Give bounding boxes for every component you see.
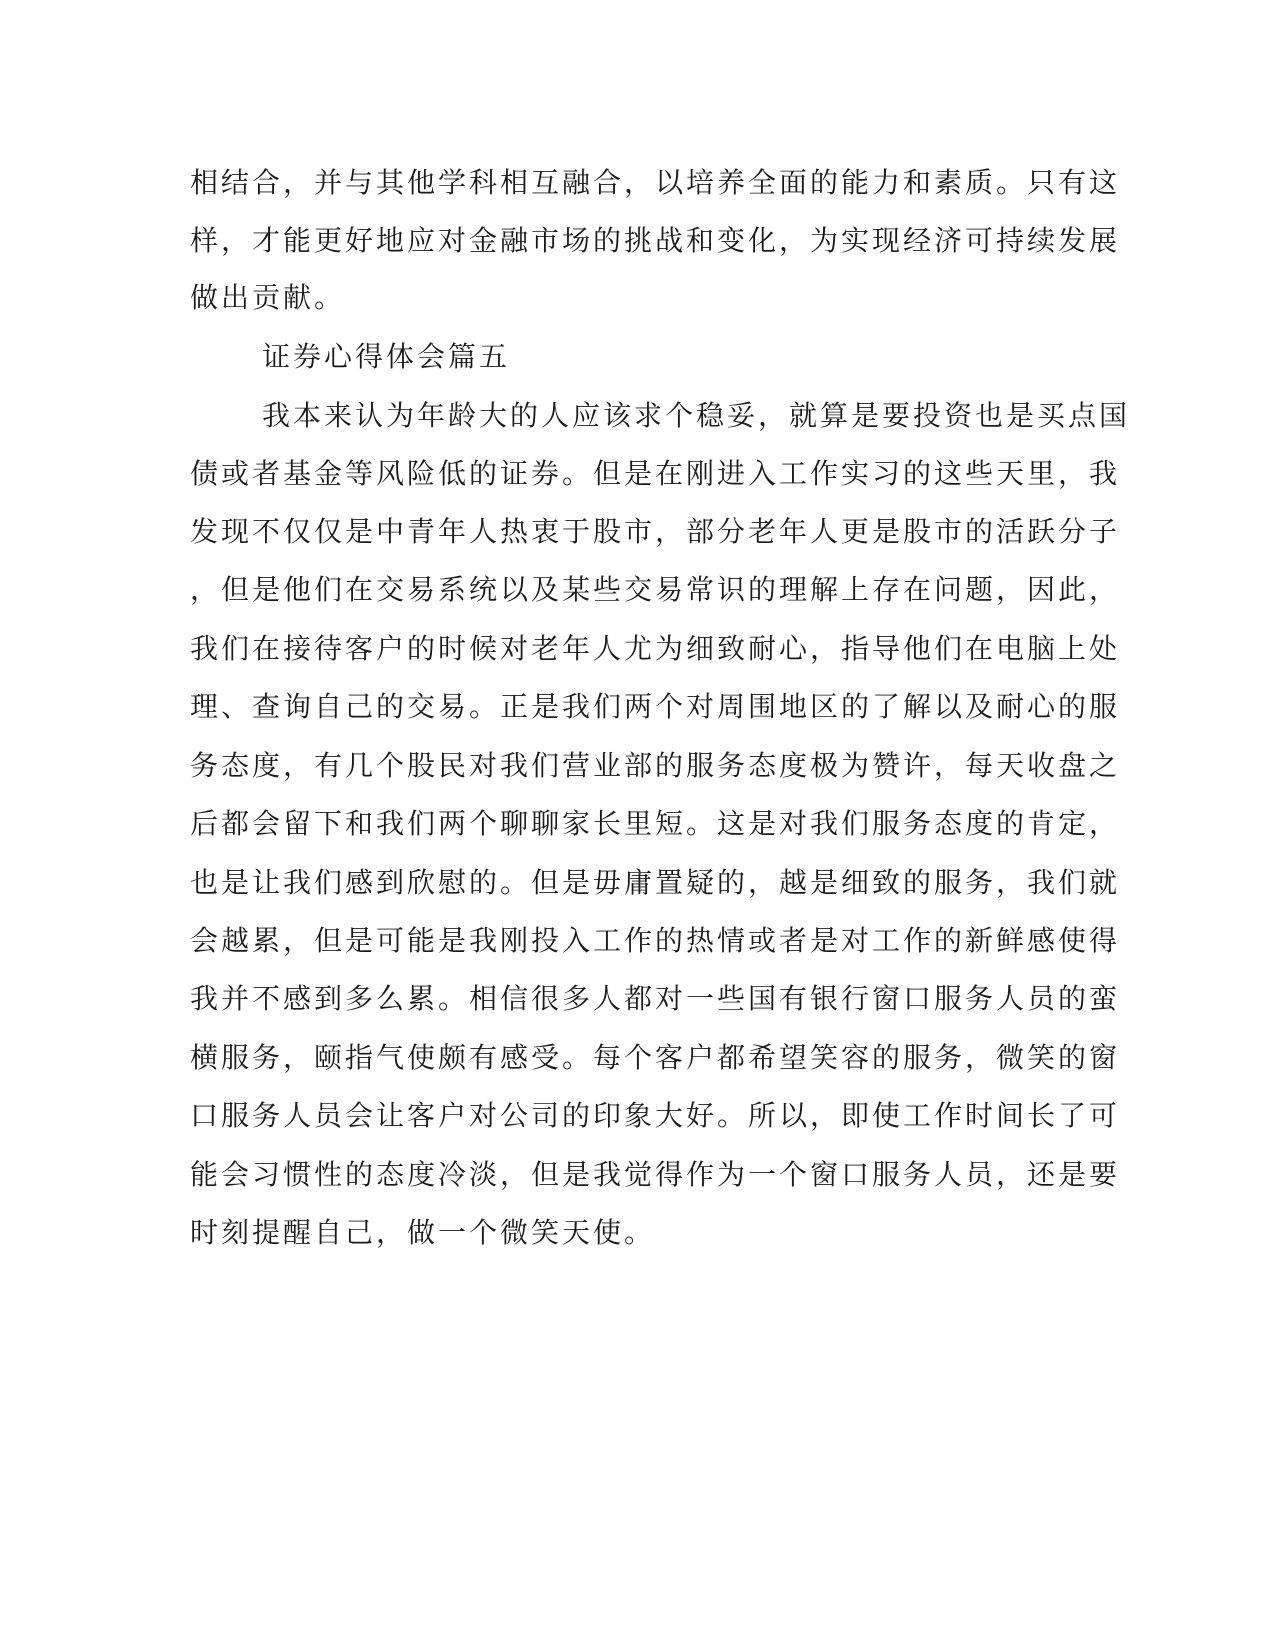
body-text-line: 理、查询自己的交易。正是我们两个对周围地区的了解以及耐心的服 xyxy=(190,690,1121,723)
body-text-line: 发现不仅仅是中青年人热衷于股市，部分老年人更是股市的活跃分子 xyxy=(190,515,1121,548)
body-text-line: 我们在接待客户的时候对老年人尤为细致耐心，指导他们在电脑上处 xyxy=(190,632,1121,665)
body-text-line: 务态度，有几个股民对我们营业部的服务态度极为赞许，每天收盘之 xyxy=(190,749,1121,782)
body-text-line: 做出贡献。 xyxy=(190,281,346,314)
body-text-line: 也是让我们感到欣慰的。但是毋庸置疑的，越是细致的服务，我们就 xyxy=(190,866,1121,899)
body-text-line: 横服务，颐指气使颇有感受。每个客户都希望笑容的服务，微笑的窗 xyxy=(190,1041,1121,1074)
body-text-line: 债或者基金等风险低的证券。但是在刚进入工作实习的这些天里，我 xyxy=(190,457,1121,490)
body-text-line: 能会习惯性的态度冷淡，但是我觉得作为一个窗口服务人员，还是要 xyxy=(190,1158,1121,1191)
body-text-line: 我本来认为年龄大的人应该求个稳妥，就算是要投资也是买点国 xyxy=(262,399,1131,432)
body-text-line: 我并不感到多么累。相信很多人都对一些国有银行窗口服务人员的蛮 xyxy=(190,982,1121,1015)
body-text-line: ，但是他们在交易系统以及某些交易常识的理解上存在问题，因此， xyxy=(190,573,1121,606)
body-text-line: 会越累，但是可能是我刚投入工作的热情或者是对工作的新鲜感使得 xyxy=(190,924,1121,957)
body-text-line: 相结合，并与其他学科相互融合，以培养全面的能力和素质。只有这 xyxy=(190,166,1121,199)
section-heading: 证券心得体会篇五 xyxy=(262,340,511,373)
body-text-line: 口服务人员会让客户对公司的印象大好。所以，即使工作时间长了可 xyxy=(190,1099,1121,1132)
body-text-line: 时刻提醒自己，做一个微笑天使。 xyxy=(190,1216,656,1249)
body-text-line: 后都会留下和我们两个聊聊家长里短。这是对我们服务态度的肯定， xyxy=(190,807,1121,840)
body-text-line: 样，才能更好地应对金融市场的挑战和变化，为实现经济可持续发展 xyxy=(190,224,1121,257)
